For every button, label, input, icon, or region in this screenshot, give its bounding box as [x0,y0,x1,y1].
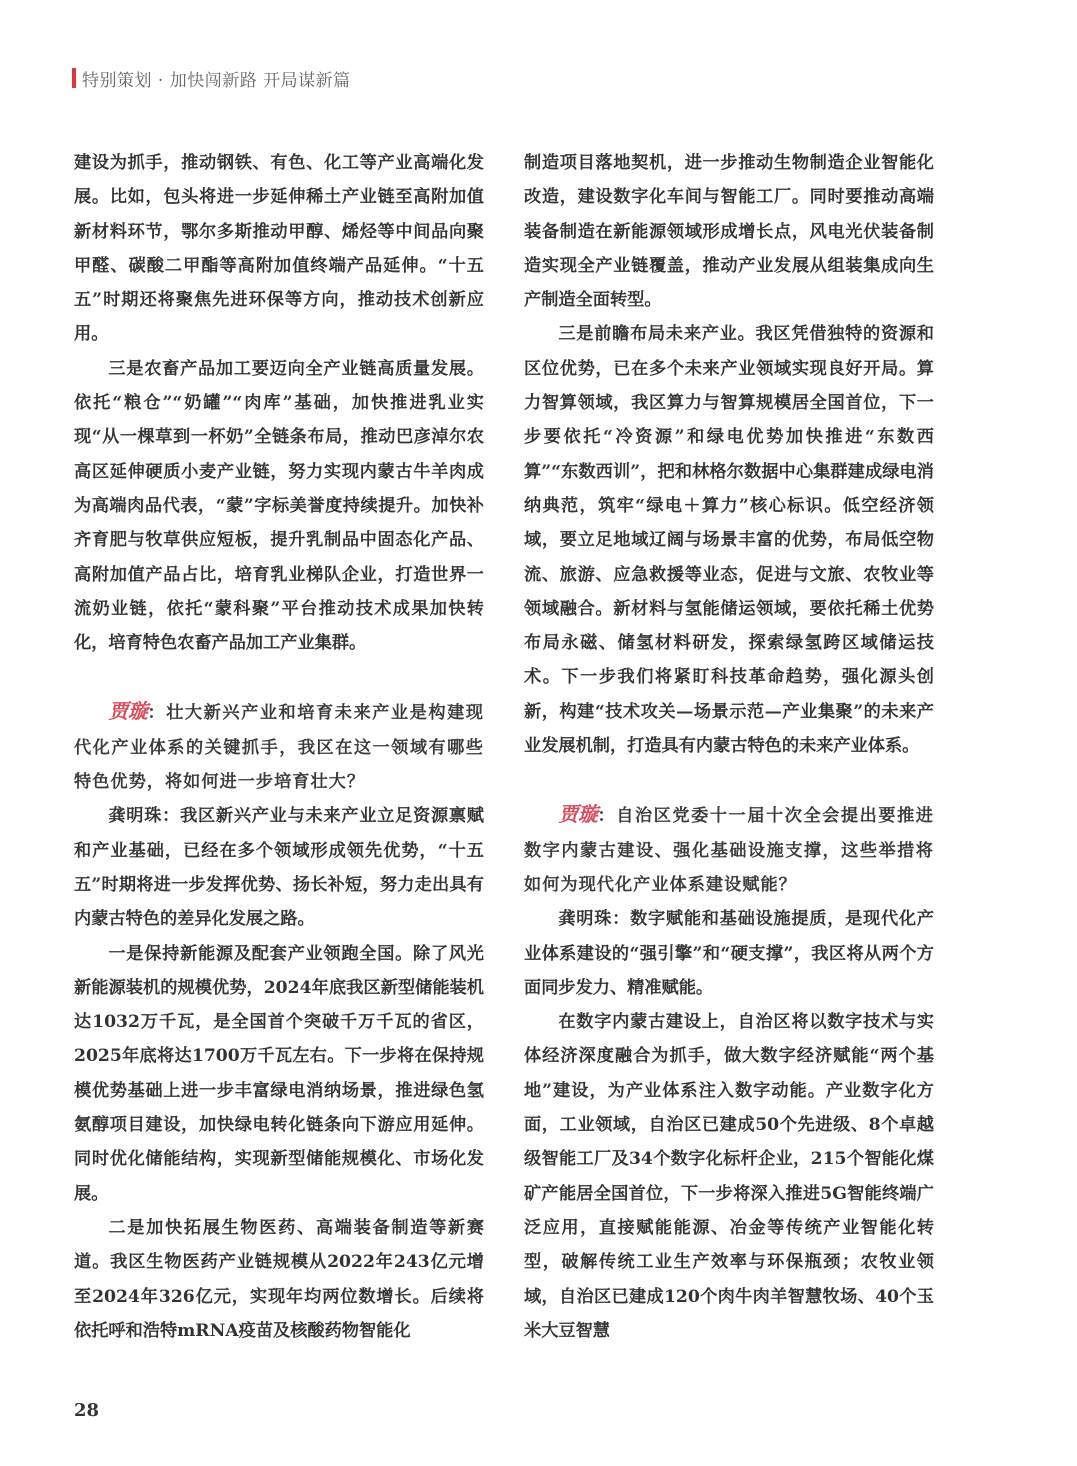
right-column [524,146,934,1348]
paragraph: 一是保持新能源及配套产业领跑全国。除了风光新能源装机的规模优势，2024年底我区新型储能装机达1032万千瓦，是全国首个突破千万千瓦的省区，2025年底将达1700万千瓦左右。下一步将在保持规模优势基础上进一步丰富绿电消纳场景，推进绿色氢氨醇项目建设，加快绿电转化链条向下游应用延伸。同时优化储能结构，实现新型储能规模化、市场化发展。 [74,943,484,1204]
paragraph: 在数字内蒙古建设上，自治区将以数字技术与实体经济深度融合为抓手，做大数字经济赋能“两个基地”建设，为产业体系注入数字动能。产业数字化方面，工业领域，自治区已建成50个先进级、8个卓越级智能工厂及34个数字化标杆企业，215个智能化煤矿产能居全国首位，下一步将深入推进5G智能终端广泛应用，直接赋能能源、冶金等传统产业智能化转型，破解传统工业生产效率与环保瓶颈；农牧业领域，自治区已建成120个肉牛肉羊智慧牧场、40个玉米大豆智慧 [524,1012,934,1341]
interview-question [524,797,934,902]
paragraph: 三是前瞻布局未来产业。我区凭借独特的资源和区位优势，已在多个未来产业领域实现良好开局。算力智算领域，我区算力与智算规模居全国首位，下一步要依托“冷资源”和绿电优势加快推进“东数西算”“东数西训”，把和林格尔数据中心集群建成绿电消纳典范，筑牢“绿电＋算力”核心标识。低空经济领域，要立足地域辽阔与场景丰富的优势，布局低空物流、旅游、应急救援等业态，促进与文旅、农牧业等领域融合。新材料与氢能储运领域，要依托稀土优势布局永磁、储氢材料研发，探索绿氢跨区域储运技术。下一步我们将紧盯科技革命趋势，强化源头创新，构建“技术攻关—场景示范—产业集聚”的未来产业发展机制，打造具有内蒙古特色的未来产业体系。 [524,324,934,757]
left-column [74,146,484,1348]
interview-answer [74,799,484,936]
page-number: 28 [74,1400,100,1421]
answer-text: 我区新兴产业与未来产业立足资源禀赋和产业基础，已经在多个领域形成领先优势，“十五五”时期将进一步发挥优势、扬长补短，努力走出具有内蒙古特色的差异化发展之路。 [74,806,484,930]
section-marker-bar [72,68,76,88]
running-head-text: 特别策划 · 加快闯新路 开局谋新篇 [82,70,351,91]
paragraph: 制造项目落地契机，进一步推动生物制造企业智能化改造，建设数字化车间与智能工厂。同时要推动高端装备制造在新能源领域形成增长点，风电光伏装备制造实现全产业链覆盖，推动产业发展从组装集成向生产制造全面转型。 [524,153,934,311]
interview-answer [524,902,934,1005]
speaker-name: 龚明珠： [108,806,181,827]
running-head [72,66,351,90]
spacer [74,660,484,694]
paragraph: 二是加快拓展生物医药、高端装备制造等新赛道。我区生物医药产业链规模从2022年243亿元增至2024年326亿元，实现年均两位数增长。后续将依托呼和浩特mRNA疫苗及核酸药物智能化 [74,1217,484,1341]
spacer [524,763,934,797]
interviewer-signature: 贾璇 [108,699,148,724]
question-text: ：自治区党委十一届十次全会提出要推进数字内蒙古建设、强化基础设施支撑，这些举措将如何为现代化产业体系建设赋能？ [524,806,934,895]
interview-question [74,694,484,799]
paragraph: 三是农畜产品加工要迈向全产业链高质量发展。依托“粮仓”“奶罐”“肉库”基础，加快推进乳业实现“从一棵草到一杯奶”全链条布局，推动巴彦淖尔农高区延伸硬质小麦产业链，努力实现内蒙古牛羊肉成为高端肉品代表，“蒙”字标美誉度持续提升。加快补齐育肥与牧草供应短板，提升乳制品中固态化产品、高附加值产品占比，培育乳业梯队企业，打造世界一流奶业链，依托“蒙科聚”平台推动技术成果加快转化，培育特色农畜产品加工产业集群。 [74,358,484,654]
interviewer-signature: 贾璇 [558,802,598,827]
answer-text: 数字赋能和基础设施提质，是现代化产业体系建设的“强引擎”和“硬支撑”，我区将从两个方面同步发力、精准赋能。 [524,909,934,998]
speaker-name: 龚明珠： [558,909,631,930]
paragraph: 建设为抓手，推动钢铁、有色、化工等产业高端化发展。比如，包头将进一步延伸稀土产业链至高附加值新材料环节，鄂尔多斯推动甲醇、烯烃等中间品向聚甲醛、碳酸二甲酯等高附加值终端产品延伸。“十五五”时期还将聚焦先进环保等方向，推动技术创新应用。 [74,153,484,345]
question-text: ：壮大新兴产业和培育未来产业是构建现代化产业体系的关键抓手，我区在这一领域有哪些特色优势，将如何进一步培育壮大？ [74,703,484,793]
